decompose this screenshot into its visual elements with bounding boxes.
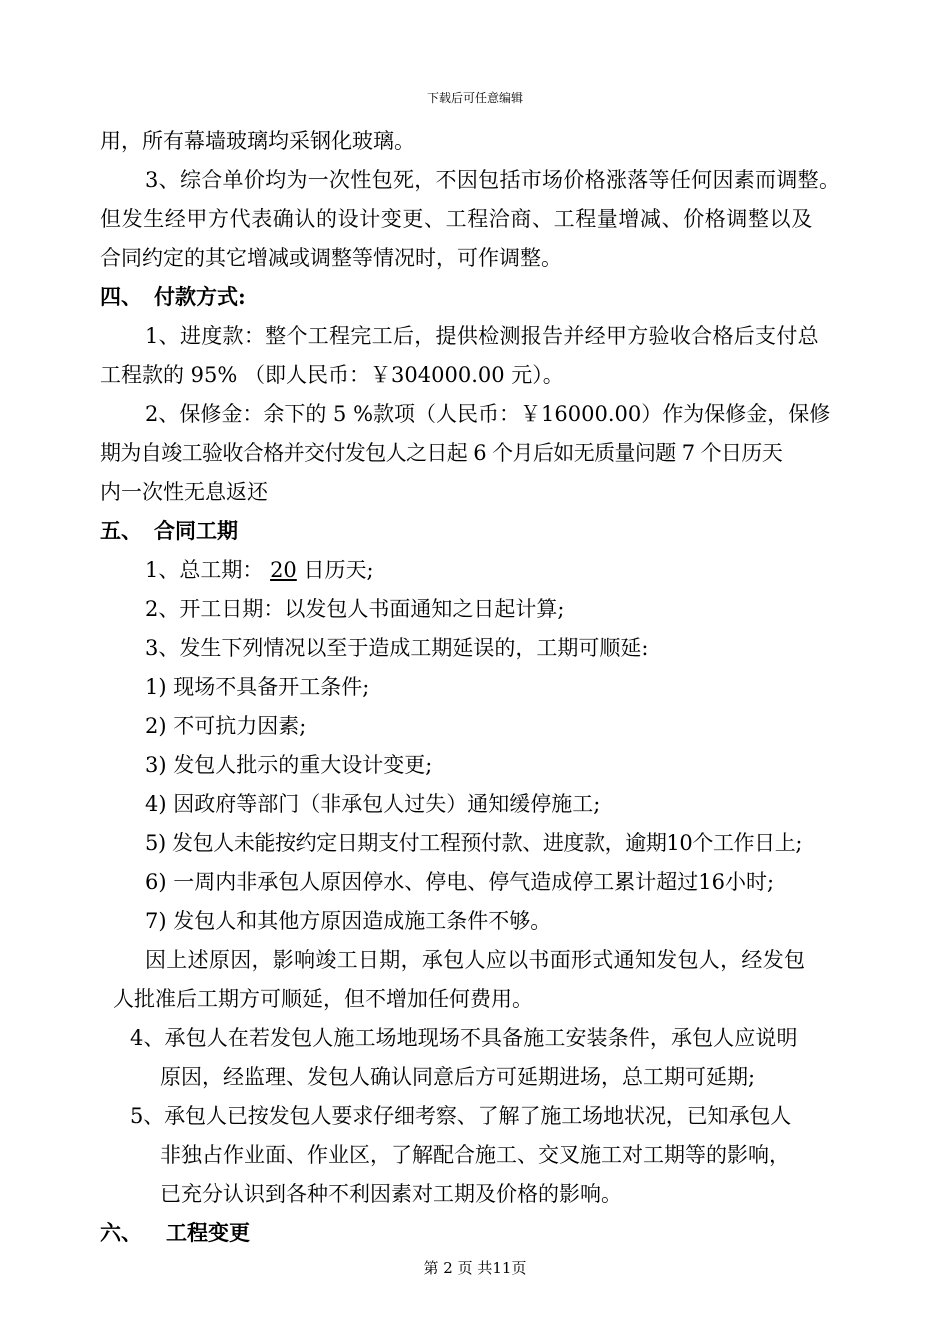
text-segment: 日历天;	[303, 558, 374, 582]
section-heading-4	[100, 283, 246, 311]
text-segment: 1、总工期：	[145, 558, 264, 582]
list-item: 1) 现场不具备开工条件;	[145, 675, 370, 699]
section-title: 合同工期	[154, 518, 238, 543]
section-number: 六、	[100, 1220, 142, 1245]
duration-value: 20	[270, 558, 297, 582]
section-number: 五、	[100, 518, 142, 543]
paragraph-line: 非独占作业面、作业区，了解配合施工、交叉施工对工期等的影响，	[160, 1143, 790, 1167]
paragraph-line: 人批准后工期方可顺延，但不增加任何费用。	[113, 987, 533, 1011]
paragraph-line: 1、进度款：整个工程完工后，提供检测报告并经甲方验收合格后支付总	[145, 324, 819, 348]
paragraph-line	[145, 556, 374, 584]
list-item: 7) 发包人和其他方原因造成施工条件不够。	[145, 909, 552, 933]
list-item: 2) 不可抗力因素;	[145, 714, 307, 738]
paragraph-line: 合同约定的其它增减或调整等情况时，可作调整。	[100, 246, 562, 270]
section-number: 四、	[100, 284, 142, 309]
paragraph-line: 2、保修金：余下的 5 %款项（人民币：￥16000.00）作为保修金，保修	[145, 402, 831, 426]
list-item: 6) 一周内非承包人原因停水、停电、停气造成停工累计超过16小时;	[145, 870, 775, 894]
section-title: 工程变更	[166, 1220, 250, 1245]
paragraph-line: 内一次性无息返还	[100, 480, 268, 504]
paragraph-line: 期为自竣工验收合格并交付发包人之日起 6 个月后如无质量问题 7 个日历天	[100, 441, 783, 465]
list-item: 4) 因政府等部门（非承包人过失）通知缓停施工;	[145, 792, 601, 816]
paragraph-line: 3、发生下列情况以至于造成工期延误的，工期可顺延:	[145, 636, 649, 660]
paragraph-line: 因上述原因，影响竣工日期，承包人应以书面形式通知发包人，经发包	[145, 948, 806, 972]
list-item: 3) 发包人批示的重大设计变更;	[145, 753, 433, 777]
page-footer: 第 2 页 共11页	[423, 1259, 527, 1277]
paragraph-line: 工程款的 95% （即人民币：￥304000.00 元）。	[100, 363, 564, 387]
section-heading-5	[100, 517, 238, 545]
paragraph-line: 但发生经甲方代表确认的设计变更、工程洽商、工程量增减、价格调整以及	[100, 207, 813, 231]
page-header: 下载后可任意编辑	[426, 91, 523, 105]
paragraph-line: 4、承包人在若发包人施工场地现场不具备施工安装条件，承包人应说明	[130, 1026, 798, 1050]
paragraph-line: 5、承包人已按发包人要求仔细考察、了解了施工场地状况，已知承包人	[130, 1104, 792, 1128]
paragraph-line: 用，所有幕墙玻璃均采钢化玻璃。	[100, 129, 415, 153]
paragraph-line: 已充分认识到各种不利因素对工期及价格的影响。	[160, 1182, 622, 1206]
section-title: 付款方式:	[154, 284, 246, 309]
section-heading-6	[100, 1219, 250, 1247]
paragraph-line: 3、综合单价均为一次性包死，不因包括市场价格涨落等任何因素而调整。	[145, 168, 841, 192]
list-item: 5) 发包人未能按约定日期支付工程预付款、进度款，逾期10个工作日上;	[145, 831, 803, 855]
paragraph-line: 2、开工日期：以发包人书面通知之日起计算;	[145, 597, 565, 621]
paragraph-line: 原因，经监理、发包人确认同意后方可延期进场，总工期可延期;	[160, 1065, 756, 1089]
